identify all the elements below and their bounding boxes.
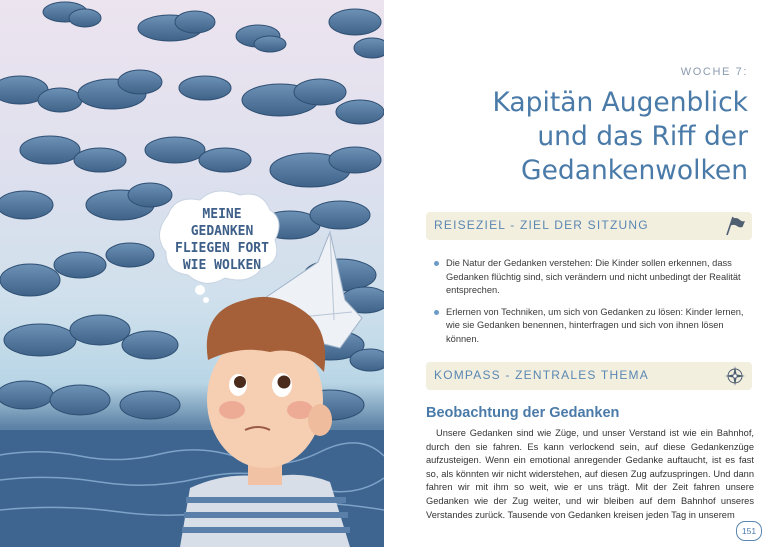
section-label-theme: KOMPASS - ZENTRALES THEMA [434, 368, 649, 382]
goal-bullet-list [434, 257, 748, 354]
page-number: 151 [736, 521, 762, 541]
goal-bullet-1: Die Natur der Gedanken verstehen: Die Kinder sollen erkennen, dass Gedanken flüchtig sind, sich verändern und nicht unbedingt der Realität entsprechen. [446, 258, 741, 295]
bullet-dot [434, 261, 439, 266]
thought-line-1: MEINE [202, 207, 242, 222]
list-item [434, 306, 748, 347]
goal-bullet-2: Erlernen von Techniken, um sich von Gedanken zu lösen: Kinder lernen, wie sie Gedanken benennen, hinterfragen und sich von ihnen lösen können. [446, 306, 744, 344]
chapter-title [408, 86, 748, 188]
title-line-3: Gedankenwolken [521, 155, 748, 186]
bullet-dot [434, 310, 439, 315]
compass-rose-icon [724, 365, 746, 387]
section-label-goal: REISEZIEL - ZIEL DER SITZUNG [434, 218, 649, 232]
title-line-1: Kapitän Augenblick [492, 87, 748, 118]
text-page [384, 0, 768, 547]
section-band-goal [426, 212, 752, 240]
title-line-2: und das Riff der [537, 121, 748, 152]
thought-line-4: WIE WOLKEN [182, 258, 262, 273]
thought-bubble [159, 191, 279, 303]
section-band-theme [426, 362, 752, 390]
thought-line-2: GEDANKEN [190, 224, 254, 239]
section-subheading: Beobachtung der Gedanken [426, 405, 620, 421]
flag-icon [724, 215, 746, 237]
week-label: WOCHE 7: [680, 66, 748, 78]
list-item [434, 257, 748, 298]
thought-line-3: FLIEGEN FORT [175, 241, 269, 256]
body-paragraph: Unsere Gedanken sind wie Züge, und unser Verstand ist wie ein Bahnhof, durch den sie fahren. Es kann verlockend sein, auf diese Gedankenzüge aufzusteigen. Wenn ein emotional anregender Gedanke auftaucht, ist es fast so, als könnten wir nicht widerstehen, auf diesen Zug aufzuspringen. Und dann fahren wir mit ihm so weit, wie er uns trägt. Mit der Zeit fahren unsere Gedanken wie der Zug weiter, und wir bleiben auf dem Bahnhof unseres Verstandes zurück. Tausende von Gedanken kreisen jeden Tag in unserem [426, 428, 754, 520]
